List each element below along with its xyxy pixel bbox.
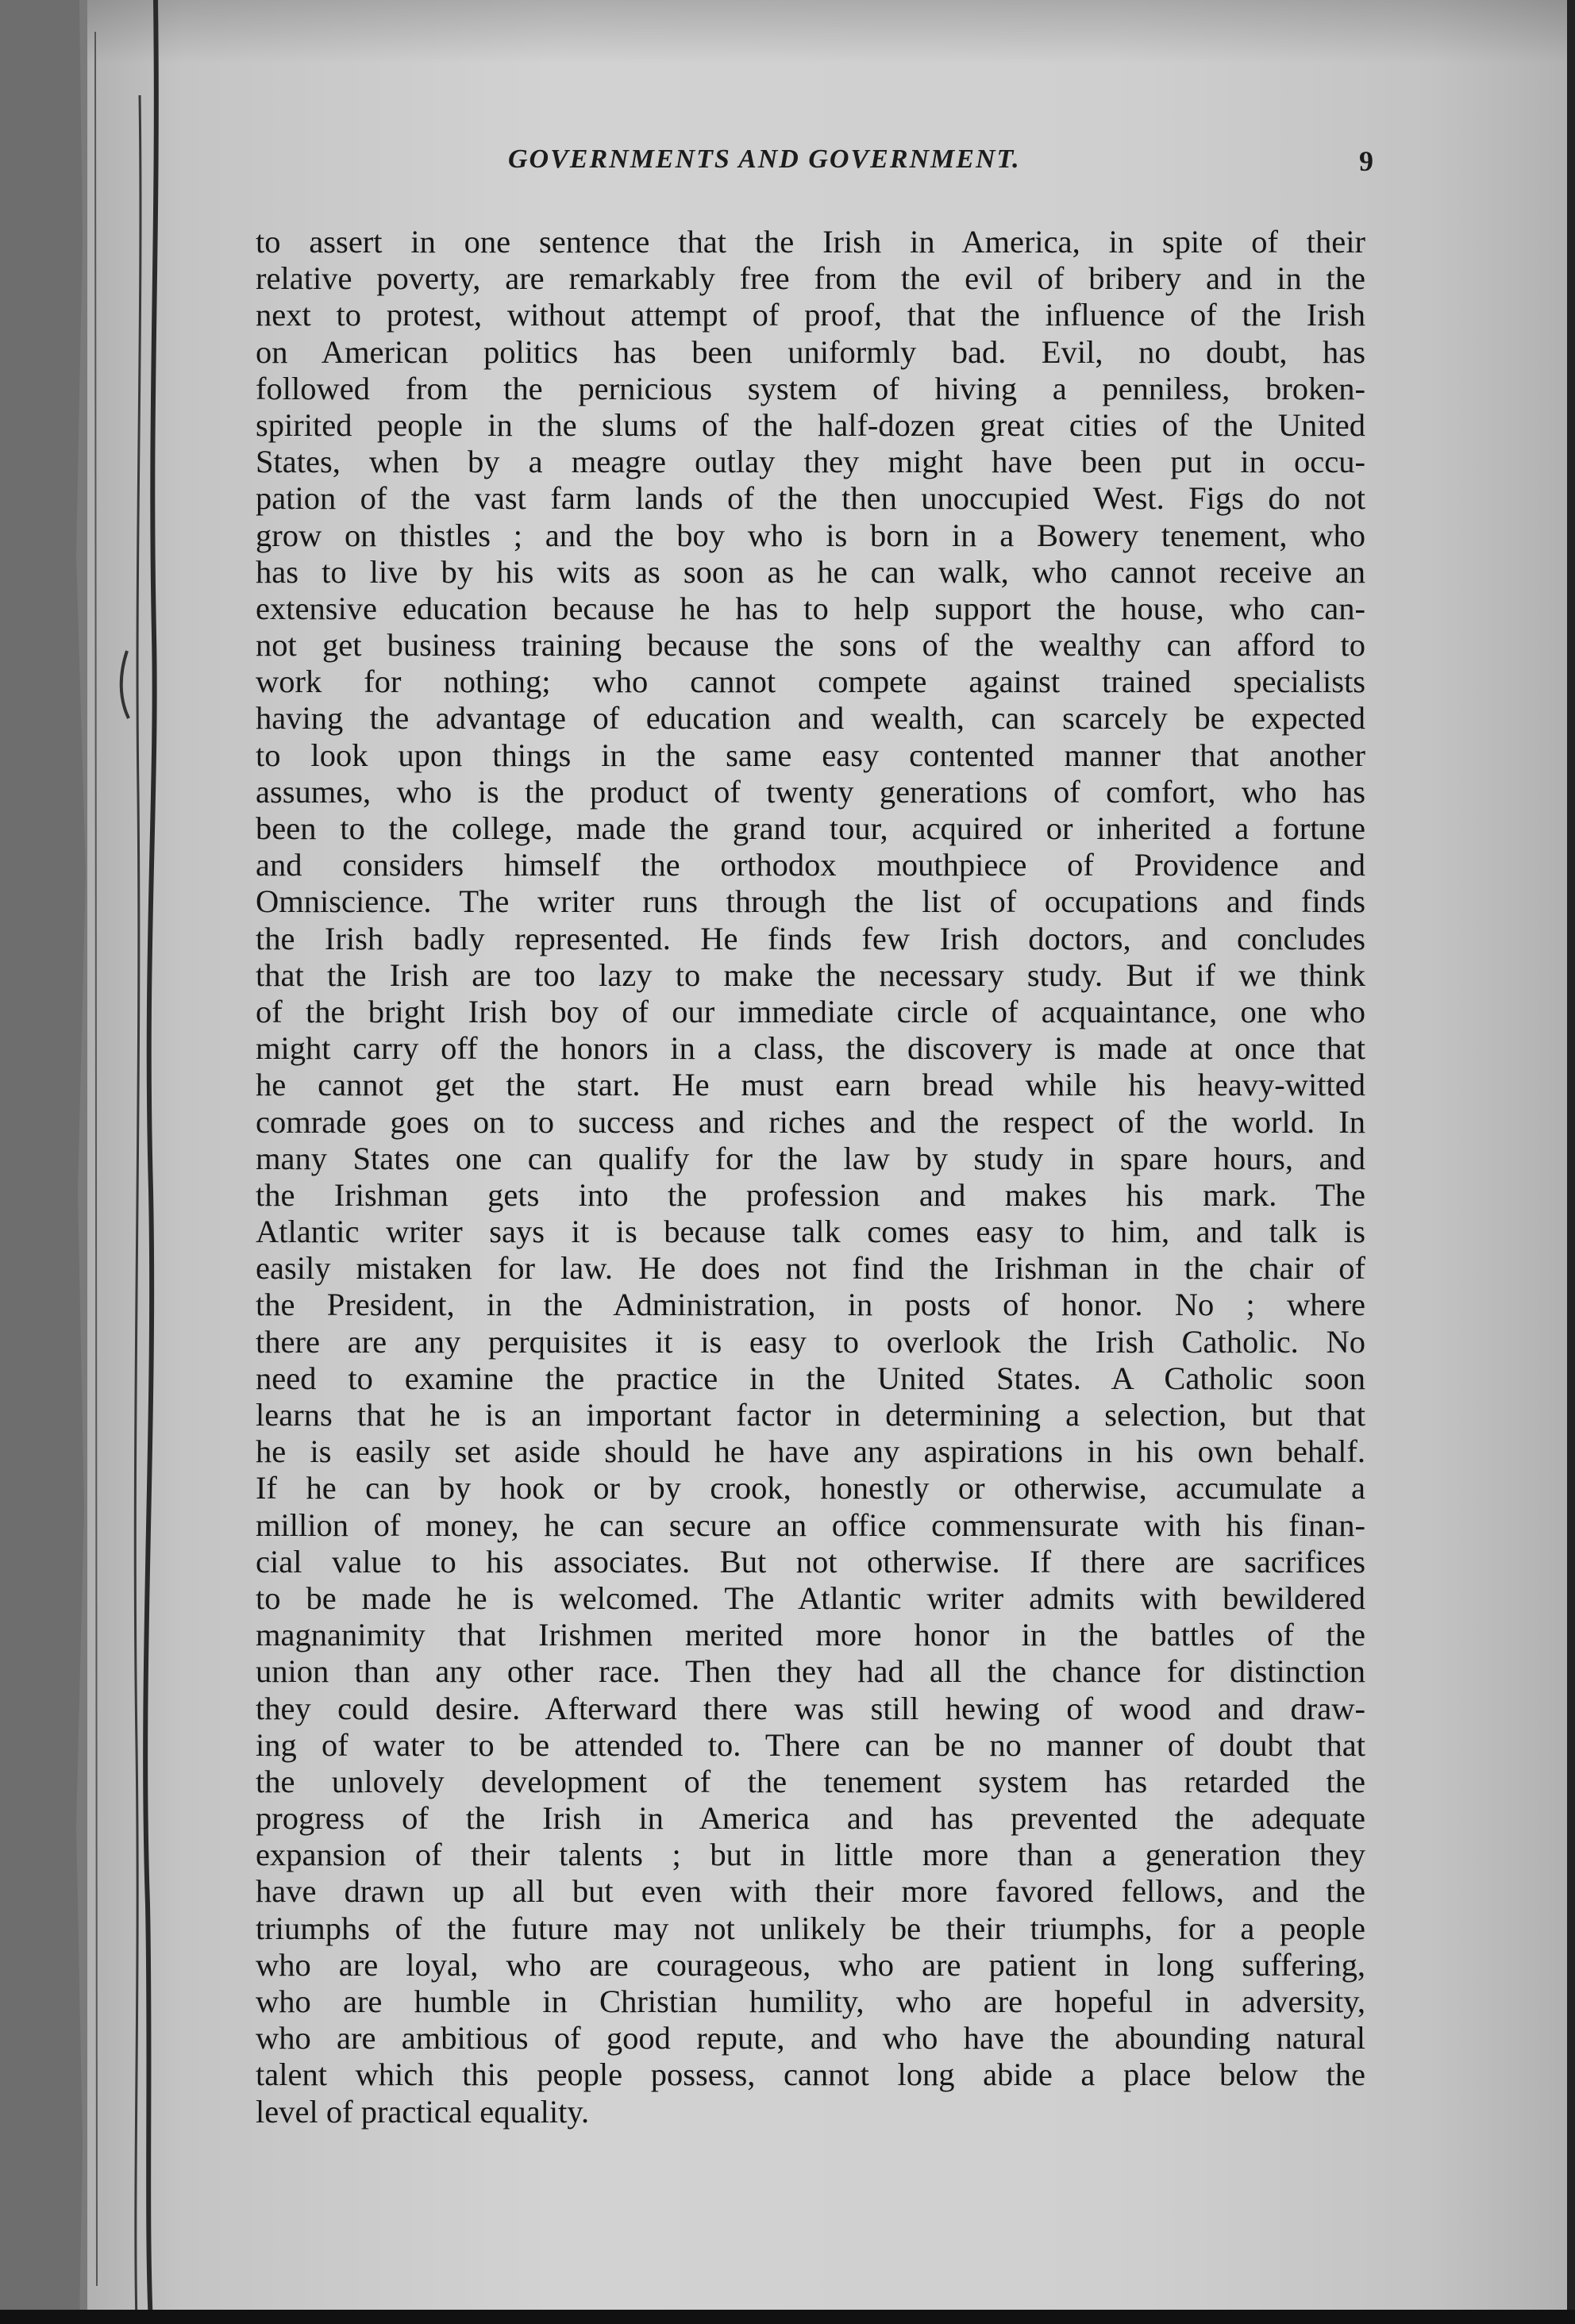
text-line: many States one can qualify for the law by study in spare hours, and xyxy=(256,1140,1365,1176)
text-line: he cannot get the start. He must earn bread while his heavy-witted xyxy=(256,1067,1365,1103)
text-line: million of money, he can secure an office commensurate with his finan- xyxy=(256,1506,1365,1543)
text-line: ing of water to be attended to. There can be no manner of doubt that xyxy=(256,1726,1365,1763)
text-line: that the Irish are too lazy to make the necessary study. But if we think xyxy=(256,956,1365,993)
text-line: easily mistaken for law. He does not find the Irishman in the chair of xyxy=(256,1250,1365,1287)
text-line: need to examine the practice in the United States. A Catholic soon xyxy=(256,1360,1365,1396)
text-line: cial value to his associates. But not otherwise. If there are sacrifices xyxy=(256,1543,1365,1579)
body-text xyxy=(256,224,1365,2130)
text-line: having the advantage of education and wealth, can scarcely be expected xyxy=(256,700,1365,737)
text-line: extensive education because he has to help support the house, who can- xyxy=(256,590,1365,626)
text-line: pation of the vast farm lands of the then unoccupied West. Figs do not xyxy=(256,480,1365,517)
text-line: and considers himself the orthodox mouthpiece of Providence and xyxy=(256,847,1365,883)
text-line: who are humble in Christian humility, who are hopeful in adversity, xyxy=(256,1983,1365,2019)
text-line: States, when by a meagre outlay they might have been put in occu- xyxy=(256,444,1365,480)
text-line: learns that he is an important factor in determining a selection, but that xyxy=(256,1397,1365,1433)
text-line: to be made he is welcomed. The Atlantic writer admits with bewildered xyxy=(256,1579,1365,1616)
text-line: magnanimity that Irishmen merited more honor in the battles of the xyxy=(256,1617,1365,1653)
page-shading xyxy=(0,0,1575,63)
text-line: to look upon things in the same easy contented manner that another xyxy=(256,737,1365,773)
text-line: been to the college, made the grand tour, acquired or inherited a fortune xyxy=(256,810,1365,846)
page-header xyxy=(508,144,1397,192)
text-line: they could desire. Afterward there was still hewing of wood and draw- xyxy=(256,1690,1365,1726)
text-line: who are ambitious of good repute, and who have the abounding natural xyxy=(256,2020,1365,2057)
text-line: triumphs of the future may not unlikely be their triumphs, for a people xyxy=(256,1910,1365,1946)
text-line: the Irish badly represented. He finds few Irish doctors, and concludes xyxy=(256,920,1365,956)
text-line: not get business training because the sons of the wealthy can afford to xyxy=(256,627,1365,664)
scan-edge-right xyxy=(1567,0,1575,2324)
text-line: the Irishman gets into the profession and makes his mark. The xyxy=(256,1176,1365,1213)
page-number: 9 xyxy=(1359,145,1373,177)
torn-binding-edge xyxy=(0,0,206,2324)
text-line: on American politics has been uniformly bad. Evil, no doubt, has xyxy=(256,333,1365,370)
text-line: grow on thistles ; and the boy who is born in a Bowery tenement, who xyxy=(256,517,1365,553)
text-line: spirited people in the slums of the half-dozen great cities of the United xyxy=(256,406,1365,443)
text-line: relative poverty, are remarkably free from the evil of bribery and in the xyxy=(256,260,1365,297)
text-line: expansion of their talents ; but in little more than a generation they xyxy=(256,1837,1365,1873)
text-line: next to protest, without attempt of proof, that the influence of the Irish xyxy=(256,297,1365,333)
text-line: the unlovely development of the tenement system has retarded the xyxy=(256,1763,1365,1799)
running-head: GOVERNMENTS AND GOVERNMENT. xyxy=(508,144,1021,174)
text-line: who are loyal, who are courageous, who are patient in long suffering, xyxy=(256,1946,1365,1983)
text-line: union than any other race. Then they had all the chance for distinction xyxy=(256,1653,1365,1690)
text-line: If he can by hook or by crook, honestly or otherwise, accumulate a xyxy=(256,1470,1365,1506)
text-line: he is easily set aside should he have any aspirations in his own behalf. xyxy=(256,1433,1365,1470)
text-line: level of practical equality. xyxy=(256,2093,590,2130)
text-line: has to live by his wits as soon as he can walk, who cannot receive an xyxy=(256,553,1365,590)
text-line: comrade goes on to success and riches and the respect of the world. In xyxy=(256,1103,1365,1140)
text-line: followed from the pernicious system of hiving a penniless, broken- xyxy=(256,370,1365,406)
text-line: the President, in the Administration, in posts of honor. No ; where xyxy=(256,1287,1365,1323)
text-line: to assert in one sentence that the Irish in America, in spite of their xyxy=(256,224,1365,260)
text-line: assumes, who is the product of twenty generations of comfort, who has xyxy=(256,773,1365,810)
text-line: there are any perquisites it is easy to overlook the Irish Catholic. No xyxy=(256,1323,1365,1360)
text-line: might carry off the honors in a class, the discovery is made at once that xyxy=(256,1030,1365,1067)
text-line: talent which this people possess, cannot long abide a place below the xyxy=(256,2057,1365,2093)
text-line: work for nothing; who cannot compete against trained specialists xyxy=(256,664,1365,700)
text-line: progress of the Irish in America and has prevented the adequate xyxy=(256,1800,1365,1837)
text-line: Omniscience. The writer runs through the list of occupations and finds xyxy=(256,883,1365,920)
scan-edge-bottom xyxy=(0,2310,1575,2324)
text-line: have drawn up all but even with their more favored fellows, and the xyxy=(256,1873,1365,1910)
text-line: Atlantic writer says it is because talk comes easy to him, and talk is xyxy=(256,1214,1365,1250)
text-line: of the bright Irish boy of our immediate circle of acquaintance, one who xyxy=(256,993,1365,1029)
